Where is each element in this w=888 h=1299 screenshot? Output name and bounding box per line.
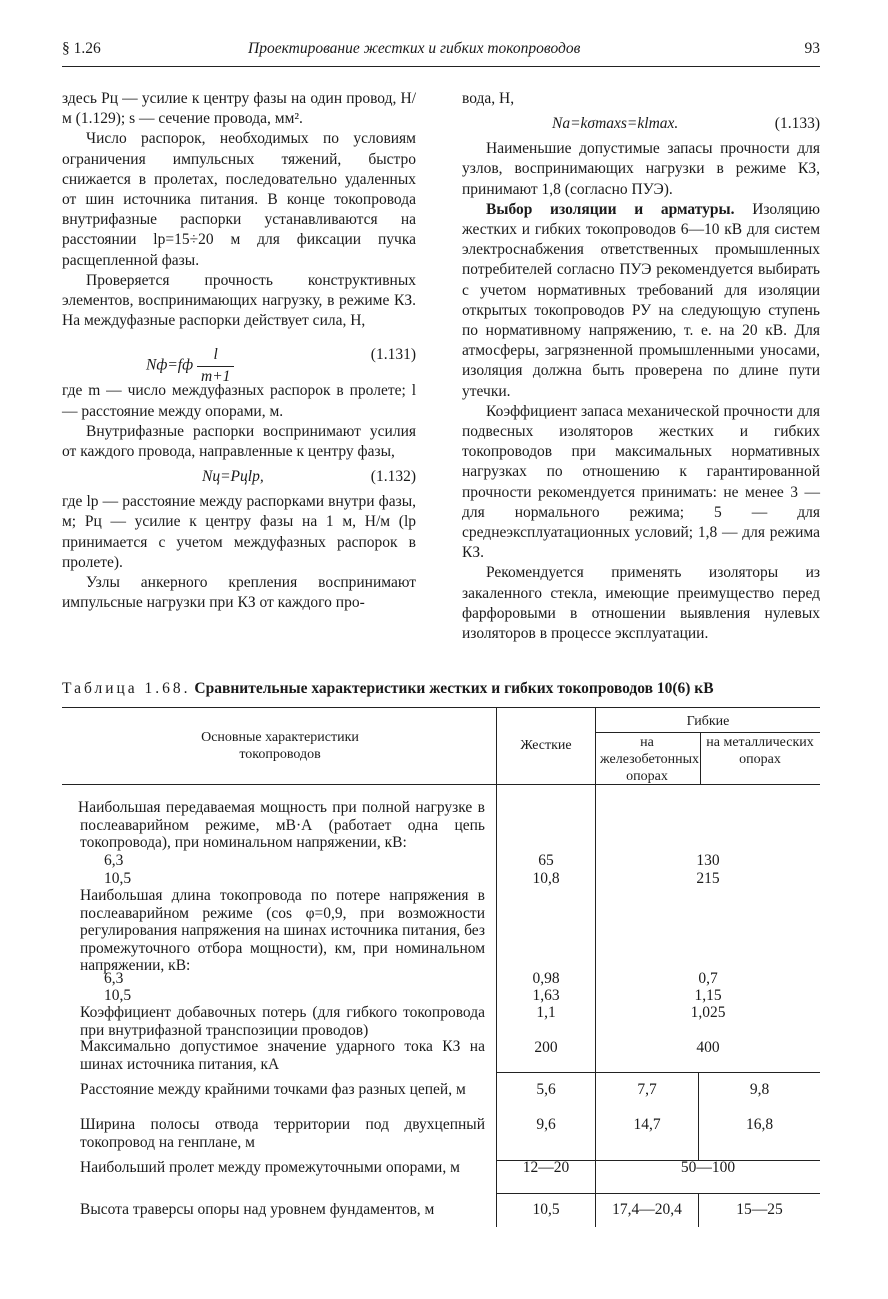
- row-sublabel: 10,5: [104, 870, 132, 887]
- row-text: Ширина полосы отвода территории под двухцепный токопровод на генплане, м: [80, 1116, 485, 1151]
- paragraph: Рекомендуется применять изоляторы из закаленного стекла, имеющие преимущество перед фарфоровыми в отношении выявления нулевых изоляторов в процессе эксплуатации.: [462, 564, 820, 643]
- equation-1-133: [462, 109, 820, 139]
- table-hline-body-1: [496, 1072, 820, 1073]
- running-title: Проектирование жестких и гибких токопроводов: [248, 40, 581, 57]
- cell-flex-concrete: 17,4—20,4: [612, 1201, 682, 1218]
- table-hline-body-3: [496, 1193, 820, 1194]
- row-text: Наибольший пролет между промежуточными опорами, м: [80, 1159, 460, 1176]
- cell-flex-concrete: 14,7: [633, 1116, 661, 1133]
- cell-flexible: 400: [696, 1039, 720, 1056]
- equation-number: (1.132): [370, 468, 416, 486]
- cell-flexible: 0,7: [698, 970, 718, 987]
- table-title: Сравнительные характеристики жестких и гибких токопроводов 10(6) кВ: [194, 680, 714, 697]
- column-header-flexible: Гибкие: [686, 714, 730, 729]
- cell-flex-metal: 9,8: [749, 1081, 770, 1098]
- table-vline-1: [496, 707, 497, 1227]
- cell-rigid: 10,8: [532, 870, 560, 887]
- equation-fraction: $\frac{l}{m+1}$: [197, 345, 234, 386]
- table-caption: [62, 680, 820, 698]
- column-header-flex-metal: на металлических опорах: [706, 735, 814, 767]
- row-text: Коэффициент добавочных потерь (для гибкого токопровода при внутрифазной транспозиции проводов): [80, 1004, 485, 1039]
- cell-rigid: 1,63: [532, 987, 560, 1004]
- cell-rigid: 65: [538, 852, 554, 869]
- table-vline-flex-head: [700, 732, 701, 784]
- row-text: Расстояние между крайними точками фаз разных цепей, м: [80, 1081, 466, 1098]
- paragraph: Число распорок, необходимых по условиям ограничения импульсных тяжений, быстро снижается в пролетах, последовательно удаленных от шин источника питания. В конце токопровода внутрифазные распорки устанавливаются на расстоянии lр=15÷20 м для фиксации пучка расщепленной фазы.: [62, 130, 416, 269]
- paragraph: Проверяется прочность конструктивных элементов, воспринимающих нагрузку, в режиме КЗ. На междуфазные распорки действует сила, Н,: [62, 271, 416, 330]
- paragraph: здесь Pц — усилие к центру фазы на один провод, Н/м (1.129); s — сечение провода, мм².: [62, 90, 416, 128]
- cell-rigid: 200: [534, 1039, 558, 1056]
- paragraph: где lр — расстояние между распорками внутри фазы, м; Pц — усилие к центру фазы на 1 м, Н/м (lр принимается с учетом междуфазных распорок в пролете).: [62, 493, 416, 571]
- page-number: 93: [804, 40, 820, 57]
- equation-body: Nц=Pцlр,: [202, 468, 264, 486]
- cell-rigid: 5,6: [536, 1081, 556, 1098]
- row-sublabel: 10,5: [104, 987, 132, 1004]
- cell-rigid: 9,6: [536, 1116, 556, 1133]
- row-text: Наибольшая передаваемая мощность при полной нагрузке в послеаварийном режиме, мВ·А (работает одна цепь токопровода), при номинальном напряжении, кВ:: [78, 799, 485, 852]
- section-number: § 1.26: [62, 40, 101, 57]
- paragraph: Наименьшие допустимые запасы прочности для узлов, воспринимающих нагрузки в режиме КЗ, принимают 1,8 (согласно ПУЭ).: [462, 140, 820, 198]
- row-text: Наибольшая длина токопровода по потере напряжения в послеаварийном режиме (cos φ=0,9, при возможности регулирования напряжения на шинах источника питания, без промежуточного отбора мощности), км, при номинальном напряжении, кВ:: [80, 887, 485, 975]
- table-top-rule: [62, 707, 820, 708]
- column-header-rigid: Жесткие: [520, 738, 572, 753]
- equation-1-131: [62, 331, 416, 385]
- equation-number: (1.133): [774, 115, 820, 133]
- column-header-flex-concrete: на железобетонных опорах: [600, 735, 699, 784]
- equation-1-132: [62, 462, 416, 492]
- table-header-rule: [62, 784, 820, 785]
- cell-rigid: 10,5: [532, 1201, 560, 1218]
- subsection-heading: Выбор изоляции и арматуры.: [486, 200, 735, 218]
- cell-flex-concrete: 7,7: [637, 1081, 657, 1098]
- equation-lhs: Nф=fф: [146, 356, 194, 374]
- cell-flex-metal: 16,8: [745, 1116, 774, 1133]
- equation-number: (1.131): [370, 346, 416, 364]
- row-sublabel: 6,3: [104, 970, 124, 987]
- cell-rigid: 12—20: [522, 1159, 570, 1176]
- row-text: Высота траверсы опоры над уровнем фундаментов, м: [80, 1201, 435, 1218]
- row-sublabel: 6,3: [104, 852, 124, 869]
- cell-flexible: 1,15: [694, 987, 722, 1004]
- page-header: [62, 40, 820, 64]
- equation-body: Nа=kσmaxs=klmax.: [552, 115, 679, 133]
- paragraph: вода, Н,: [462, 90, 515, 107]
- row-text: Максимально допустимое значение ударного тока КЗ на шинах источника питания, кА: [80, 1038, 485, 1073]
- cell-flexible: 50—100: [680, 1159, 736, 1176]
- paragraph: Внутрифазные распорки воспринимают усилия от каждого провода, направленные к центру фазы,: [62, 422, 416, 461]
- column-header-main: Основные характеристики токопроводов: [201, 730, 359, 762]
- paragraph: где m — число междуфазных распорок в пролете; l — расстояние между опорами, м.: [62, 382, 416, 420]
- cell-flexible: 130: [696, 852, 720, 869]
- left-column: [62, 89, 416, 613]
- paragraph: Коэффициент запаса механической прочности для подвесных изоляторов жестких и гибких токопроводов при максимальных нормативных нагрузках по отношению к гарантированной прочности рекомендуется принимать: не менее 3 — для нормального режима; 5 — для среднеэксплуатационных условий; 1,8 — для режима КЗ.: [462, 402, 820, 562]
- right-column: [462, 89, 820, 644]
- table-hline-flex: [595, 732, 820, 733]
- cell-flex-metal: 15—25: [736, 1201, 783, 1218]
- table-label: Таблица 1.68.: [62, 680, 191, 697]
- table-vline-2: [595, 707, 596, 1227]
- cell-flexible: 1,025: [690, 1004, 726, 1021]
- cell-rigid: 0,98: [532, 970, 560, 987]
- paragraph: Узлы анкерного крепления воспринимают импульсные нагрузки при КЗ от каждого про-: [62, 574, 416, 612]
- cell-rigid: 1,1: [536, 1004, 556, 1021]
- header-rule: [62, 66, 820, 67]
- paragraph: Выбор изоляции и арматуры. Изоляцию жестких и гибких токопроводов 6—10 кВ для систем электроснабжения ответственных промышленных потребителей согласно ПУЭ рекомендуется выбирать с учетом нормативных требований для изоляции открытых токопроводов РУ на следующую ступень по нормативному напряжению, т. е. на 20 кВ. Для атмосферы, загрязненной промышленными уносами, изоляция должна быть проверена по длине пути утечки.: [462, 200, 821, 400]
- cell-flexible: 215: [696, 870, 720, 887]
